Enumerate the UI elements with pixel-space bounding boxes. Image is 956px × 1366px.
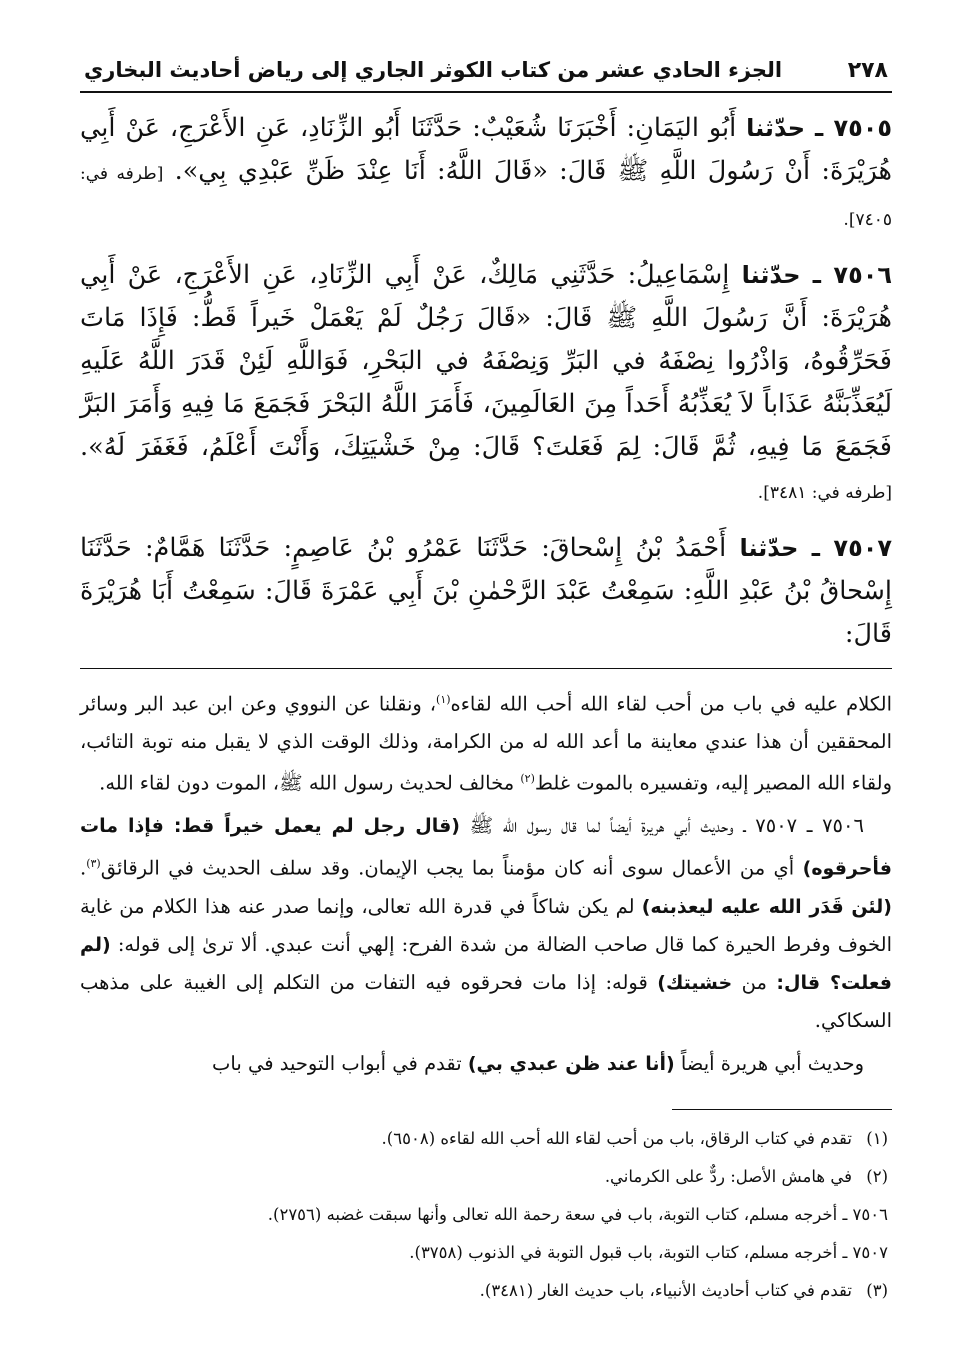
footnote <box>80 1158 892 1196</box>
hadith-number: ٧٥٠٥ ـ <box>815 114 893 142</box>
page-header <box>80 58 892 93</box>
footnote-text: ٧٥٠٧ ـ أخرجه مسلم، كتاب التوبة، باب قبول التوبة في الذنوب (٣٧٥٨). <box>409 1242 888 1262</box>
footnote <box>80 1196 892 1234</box>
quoted-phrase: خشيتك) <box>657 971 733 994</box>
footnote <box>80 1234 892 1272</box>
footnote-mark: (٢) <box>866 1166 888 1186</box>
running-title: الجزء الحادي عشر من كتاب الكوثر الجاري إلى رياض أحاديث البخاري <box>84 58 783 82</box>
commentary-text: تقدم في أبواب التوحيد في باب <box>212 1051 468 1075</box>
hadith-7505 <box>80 107 892 242</box>
commentary-text: وحديث أبي هريرة أيضاً <box>674 1051 864 1075</box>
footnote-text: تقدم في كتاب أحاديث الأنبياء، باب حديث الغار (٣٤٨١). <box>479 1280 852 1300</box>
quoted-phrase: (قال رجل لم يعمل خيراً قط: فإذا مات فأحرقوه) <box>80 815 892 880</box>
footnote-mark: (٣) <box>866 1280 888 1300</box>
quoted-phrase: (لم فعلت؟ قال: <box>80 933 892 994</box>
hadith-body: أَحْمَدُ بْنُ إِسْحاقَ: حَدَّثَنَا عَمْرُو بْنُ عَاصِمٍ: حَدَّثَنَا هَمَّامٌ: حَدَّثَنَا إِسْحاقُ بْنُ عَبْدِ اللَّهِ: سَمِعْتُ عَبْدَ الرَّحْمٰنِ بْنَ أَبِي عَمْرَةَ قَالَ: سَمِعْتُ أَبَا هُرَيْرَةَ قَالَ: <box>80 533 892 649</box>
commentary-section <box>80 681 892 1083</box>
commentary-text: من <box>732 970 777 994</box>
footnote-text: في هامش الأصل: ردٌّ على الكرماني. <box>604 1166 852 1186</box>
hadith-body: إِسْمَاعِيلُ: حَدَّثَنِي مَالِكٌ، عَنْ أَبِي الزِّنَادِ، عَنِ الأَعْرَجِ، عَنْ أَبِي هُرَيْرَةَ: أَنَّ رَسُولَ اللَّهِ ﷺ قَالَ: «قَالَ رَجُلٌ لَمْ يَعْمَلْ خَيراً قَطُّ: فَإِذَا مَاتَ فَحَرِّقُوهُ، وَاذْرُوا نِصْفَهُ في البَرِّ وَنِصْفَهُ في البَحْرِ، فَوَاللَّهِ لَئِنْ قَدَرَ اللَّهُ عَلَيهِ لَيُعَذِّبَنَّهُ عَذَاباً لاَ يُعَذِّبُهُ أَحَداً مِنَ العَالَمِينَ، فَأَمَرَ اللَّهُ البَحْرَ فَجَمَعَ مَا فِيهِ وَأَمَرَ البَرَّ فَجَمَعَ مَا فِيهِ، ثُمَّ قَالَ: لِمَ فَعَلتَ؟ قَالَ: مِنْ خَشْيَتِكَ، وَأَنْتَ أَعْلَمُ، فَغَفَرَ لَهُ». <box>80 260 892 462</box>
book-page <box>80 58 892 1310</box>
hadith-lead: حدّثنا <box>746 114 806 142</box>
footnote <box>80 1272 892 1310</box>
footnote-mark: (١) <box>866 1128 888 1148</box>
hadith-number: ٧٥٠٧ ـ <box>811 534 893 562</box>
commentary-text: مخالف لحديث رسول الله ﷺ، الموت دون لقاء الله. <box>99 771 521 794</box>
commentary-text: الكلام عليه في باب من أحب لقاء الله أحب الله لقاءه <box>450 692 892 716</box>
hadith-text-section <box>80 107 892 656</box>
footnote-ref: (٢) <box>520 771 535 785</box>
hadith-7507 <box>80 527 892 656</box>
hadith-7506 <box>80 254 892 515</box>
footnote <box>80 1120 892 1158</box>
footnote-ref: (٣) <box>86 857 101 870</box>
footnote-text: تقدم في كتاب الرقاق، باب من أحب لقاء الله أحب الله لقاءه (٦٥٠٨). <box>381 1128 852 1148</box>
hadith-tarf: [طرفه في: ٣٤٨١]. <box>757 483 892 503</box>
commentary-text: ٧٥٠٦ ـ ٧٥٠٧ ـ وحديث أبي هريرة أيضاً لما قال رسول الله ﷺ <box>459 814 864 837</box>
footnote-text: ٧٥٠٦ ـ أخرجه مسلم، كتاب التوبة، باب في سعة رحمة الله تعالى وأنها سبقت غضبه (٢٧٥٦). <box>267 1204 888 1224</box>
footnotes <box>80 1120 892 1310</box>
quoted-phrase: (أنا عند ظن عبدي بي) <box>467 1052 675 1075</box>
hadith-tarf: [طرفه في: ٧٤٠٥]. <box>80 164 892 230</box>
commentary-paragraph <box>80 807 892 1039</box>
hadith-lead: حدّثنا <box>741 261 801 289</box>
commentary-paragraph <box>80 1045 892 1083</box>
quoted-phrase: (لئن قَدَر الله عليه ليعذبنه) <box>641 895 892 918</box>
commentary-text: لم يكن شاكاً في قدرة الله تعالى، وإنما صدر عنه هذا الكلام من غاية الخوف وفرط الحيرة كما قال صاحب الضالة من شدة الفرح: إلهي أنت عبدي. ألا ترىٰ إلى قوله: <box>80 894 892 956</box>
hadith-lead: حدّثنا <box>739 534 799 562</box>
hadith-body: أَبُو اليَمَانِ: أَخْبَرَنَا شُعَيْبٌ: حَدَّثَنَا أَبُو الزِّنَادِ، عَنِ الأَعْرَجِ، عَنْ أَبِي هُرَيْرَةَ: أَنْ رَسُولَ اللَّهِ ﷺ قَالَ: «قَالَ اللَّهُ: أَنَا عِنْدَ ظَنِّ عَبْدِي بِي». <box>80 113 893 186</box>
commentary-text: قوله: إذا مات فحرقوه فيه التفات من التكلم إلى الغيبة على مذهب السكاكي. <box>80 970 892 1032</box>
footnote-ref: (١) <box>436 693 451 706</box>
page-number: ٢٧٨ <box>847 58 888 83</box>
footnote-divider <box>672 1109 892 1110</box>
commentary-text: ، ونقلنا عن النووي وعن ابن عبد البر وسائر المحققين أن هذا عندي معاينة ما أعد الله له من الكرامة، وذلك الوقت الذي لا يقبل منه توبة التائب، ولقاء الله المصير إليه، وتفسيره بالموت غلط <box>80 692 892 794</box>
commentary-paragraph <box>80 681 892 801</box>
commentary-text: . <box>80 856 87 880</box>
commentary-text: أي من الأعمال سوى أنه كان مؤمناً بما يجب الإيمان. وقد سلف الحديث في الرقائق <box>100 856 803 880</box>
hadith-number: ٧٥٠٦ ـ <box>812 261 893 289</box>
section-divider <box>80 668 892 669</box>
